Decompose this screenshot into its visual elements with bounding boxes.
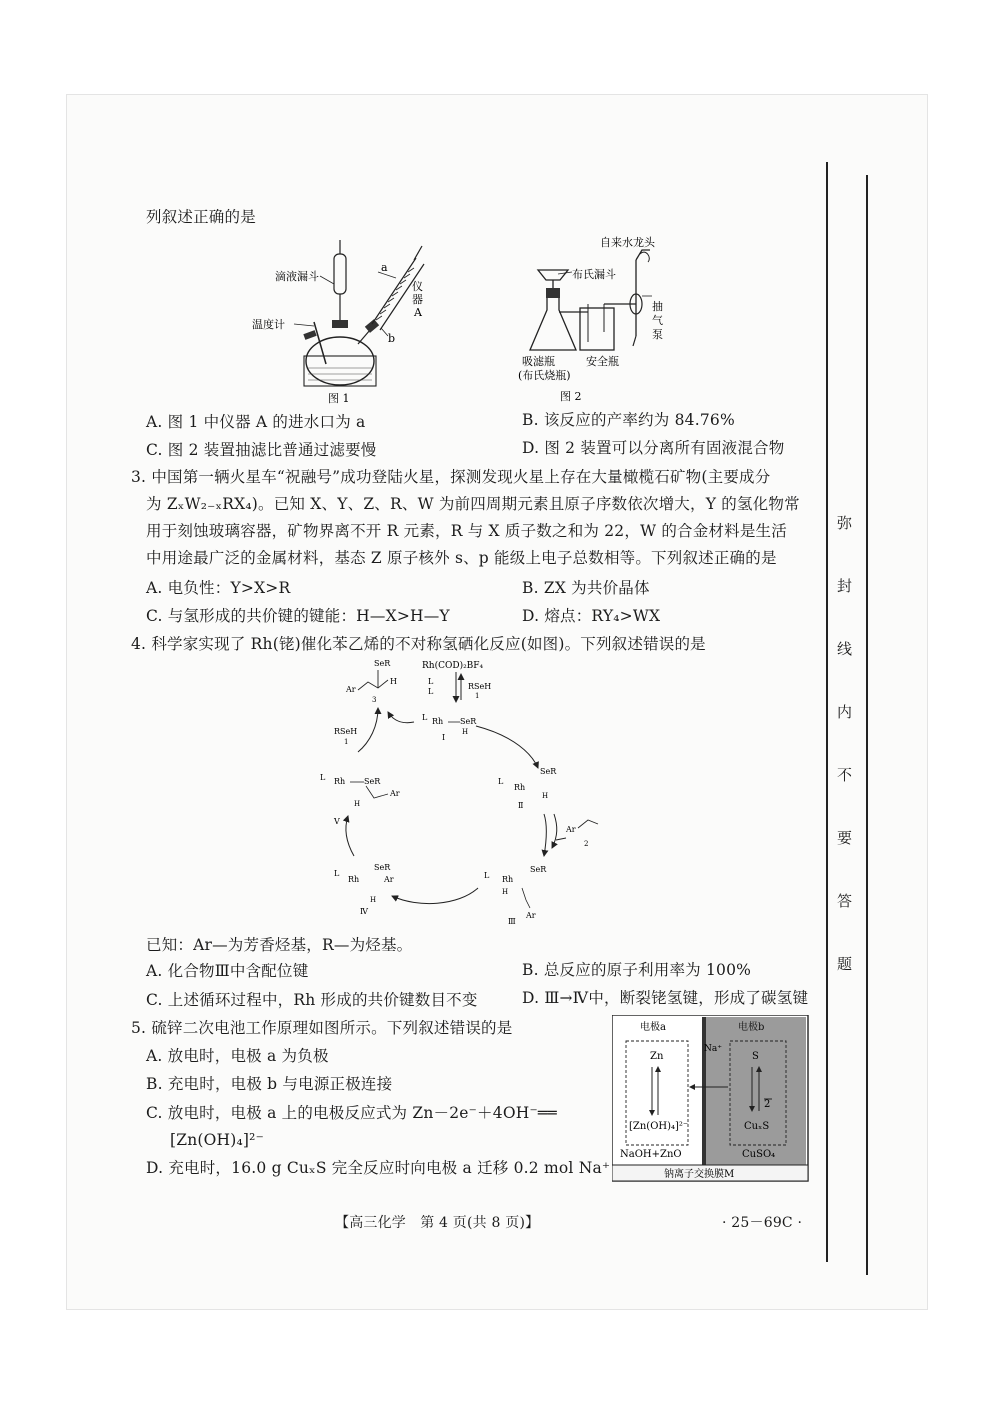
svg-text:Ar: Ar bbox=[390, 789, 400, 798]
q5-option-b: B. 充电时，电极 b 与电源正极连接 bbox=[146, 1075, 393, 1093]
svg-text:1: 1 bbox=[475, 692, 480, 700]
svg-text:Zn: Zn bbox=[650, 1051, 664, 1062]
electrolyte-right bbox=[704, 1017, 806, 1165]
svg-text:L: L bbox=[498, 777, 504, 786]
q3-stem-line-3: 用于刻蚀玻璃容器，矿物界离不开 R 元素，R 与 X 质子数之和为 22，W 的合金材料是生活 bbox=[146, 522, 787, 540]
q2-stem-tail: 列叙述正确的是 bbox=[146, 208, 256, 226]
svg-text:L: L bbox=[428, 677, 434, 686]
electrode-b-label: 电极b bbox=[738, 1022, 765, 1033]
svg-text:L: L bbox=[320, 773, 326, 782]
seal-char: 弥 bbox=[837, 514, 853, 532]
svg-text:SeR: SeR bbox=[530, 865, 547, 874]
q2-option-d: D. 图 2 装置可以分离所有固液混合物 bbox=[522, 439, 785, 457]
svg-text:H: H bbox=[354, 800, 361, 808]
svg-text:NaOH+ZnO: NaOH+ZnO bbox=[620, 1149, 682, 1160]
svg-text:SeR: SeR bbox=[540, 767, 557, 776]
q4-option-d: D. Ⅲ→Ⅳ中，断裂铑氢键，形成了碳氢键 bbox=[522, 989, 809, 1007]
svg-text:L: L bbox=[484, 871, 490, 880]
svg-text:H: H bbox=[390, 677, 397, 686]
fig1-port-a: a bbox=[381, 261, 388, 274]
svg-text:H: H bbox=[502, 888, 509, 896]
svg-text:H: H bbox=[462, 728, 469, 736]
q5-option-a: A. 放电时，电极 a 为负极 bbox=[146, 1047, 329, 1065]
svg-text:SeR: SeR bbox=[374, 659, 391, 668]
zinc-sulfur-cell-diagram bbox=[612, 1015, 810, 1183]
svg-text:Rh: Rh bbox=[514, 783, 526, 792]
svg-text:Rh: Rh bbox=[432, 717, 444, 726]
svg-text:Ⅲ: Ⅲ bbox=[508, 917, 516, 926]
svg-text:SeR: SeR bbox=[460, 717, 477, 726]
svg-text:V: V bbox=[334, 817, 340, 826]
fig2-safety-label: 安全瓶 bbox=[586, 355, 619, 368]
q3-stem-line-2: 为 ZₓW₂₋ₓRX₄)。已知 X、Y、Z、R、W 为前四周期元素且原子序数依次增大，Y 的氢化物常 bbox=[146, 495, 800, 513]
seal-line-inner bbox=[866, 175, 868, 1275]
fig2-tap-label: 自来水龙头 bbox=[600, 236, 655, 249]
svg-text:I: I bbox=[442, 733, 446, 742]
q2-option-c: C. 图 2 装置抽滤比普通过滤要慢 bbox=[146, 441, 377, 459]
q3-option-d: D. 熔点：RY₄>WX bbox=[522, 607, 661, 625]
svg-text:Ar: Ar bbox=[566, 825, 576, 834]
svg-text:L: L bbox=[422, 713, 428, 722]
membrane-label: 钠离子交换膜M bbox=[664, 1169, 735, 1180]
svg-text:Ar: Ar bbox=[526, 911, 536, 920]
q3-option-a: A. 电负性：Y>X>R bbox=[146, 579, 291, 597]
fig2-flask-alt-label: (布氏烧瓶) bbox=[518, 369, 571, 382]
product-number: 3 bbox=[372, 696, 377, 704]
q3-stem-line-4: 中用途最广泛的金属材料，基态 Z 原子核外 s、p 能级上电子总数相等。下列叙述正确的是 bbox=[146, 549, 777, 567]
svg-text:Ⅳ: Ⅳ bbox=[360, 907, 368, 916]
q5-option-d: D. 充电时，16.0 g CuₓS 完全反应时向电极 a 迁移 0.2 mol Na⁺ bbox=[146, 1159, 611, 1177]
svg-text:SeR: SeR bbox=[374, 863, 391, 872]
fig2-flask-label: 吸滤瓶 bbox=[522, 355, 555, 368]
svg-text:Rh: Rh bbox=[502, 875, 514, 884]
figure-1-apparatus bbox=[248, 236, 438, 404]
q4-option-b: B. 总反应的原子利用率为 100% bbox=[522, 961, 752, 979]
svg-text:Ar: Ar bbox=[346, 685, 356, 694]
svg-text:[Zn(OH)₄]²⁻: [Zn(OH)₄]²⁻ bbox=[629, 1121, 689, 1132]
svg-text:H: H bbox=[542, 792, 549, 800]
fig2-funnel-label: 布氏漏斗 bbox=[572, 268, 616, 281]
seal-char: 内 bbox=[837, 703, 853, 721]
q5-option-c-line-1: C. 放电时，电极 a 上的电极反应式为 Zn－2e⁻＋4OH⁻══ bbox=[146, 1104, 557, 1122]
fig1-funnel-label: 滴液漏斗 bbox=[275, 270, 319, 283]
q4-stem: 4. 科学家实现了 Rh(铑)催化苯乙烯的不对称氢硒化反应(如图)。下列叙述错误的是 bbox=[131, 635, 706, 653]
reagent-left: RSeH bbox=[334, 727, 358, 736]
page-footer-code: · 25－69C · bbox=[722, 1215, 803, 1231]
svg-text:2: 2 bbox=[764, 1099, 771, 1110]
q4-known: 已知：Ar—为芳香烃基，R—为烃基。 bbox=[146, 936, 413, 954]
svg-text:L: L bbox=[334, 869, 340, 878]
catalytic-cycle-diagram bbox=[318, 656, 618, 932]
svg-text:H: H bbox=[370, 896, 377, 904]
q4-option-a: A. 化合物Ⅲ中含配位键 bbox=[146, 962, 309, 980]
seal-char: 要 bbox=[837, 829, 853, 847]
fig1-thermometer-label: 温度计 bbox=[252, 318, 285, 331]
fig2-pump-label: 抽气泵 bbox=[652, 300, 663, 341]
page-footer-title: 【高三化学 第 4 页(共 8 页)】 bbox=[335, 1215, 540, 1231]
svg-text:CuSO₄: CuSO₄ bbox=[742, 1149, 776, 1160]
electrode-a-label: 电极a bbox=[640, 1022, 666, 1033]
q5-option-c-line-2: [Zn(OH)₄]²⁻ bbox=[170, 1131, 264, 1149]
svg-text:Ar: Ar bbox=[384, 875, 394, 884]
svg-text:1: 1 bbox=[344, 738, 349, 746]
q3-option-b: B. ZX 为共价晶体 bbox=[522, 579, 650, 597]
q2-option-a: A. 图 1 中仪器 A 的进水口为 a bbox=[146, 413, 366, 431]
figure-2-caption: 图 2 bbox=[560, 390, 582, 403]
seal-char: 答 bbox=[837, 892, 853, 910]
figure-1-caption: 图 1 bbox=[328, 392, 350, 404]
q3-stem-line-1: 3. 中国第一辆火星车“祝融号”成功登陆火星，探测发现火星上存在大量橄榄石矿物(主要成分 bbox=[131, 468, 771, 486]
svg-text:CuₓS: CuₓS bbox=[744, 1121, 770, 1132]
svg-text:L: L bbox=[428, 687, 434, 696]
seal-char: 题 bbox=[837, 955, 853, 973]
svg-text:Rh: Rh bbox=[334, 777, 346, 786]
catalyst-label: Rh(COD)₂BF₄ bbox=[422, 661, 484, 671]
svg-text:S: S bbox=[752, 1051, 759, 1062]
fig1-instrument-label: 仪器 A bbox=[412, 280, 423, 319]
seal-char: 不 bbox=[837, 766, 853, 784]
q2-option-b: B. 该反应的产率约为 84.76% bbox=[522, 411, 735, 429]
seal-char: 封 bbox=[837, 577, 853, 595]
svg-text:Ⅱ: Ⅱ bbox=[518, 801, 524, 810]
seal-line-outer bbox=[826, 162, 828, 1262]
figure-2-apparatus bbox=[516, 232, 706, 404]
fig1-port-b: b bbox=[388, 332, 396, 345]
q5-stem: 5. 硫锌二次电池工作原理如图所示。下列叙述错误的是 bbox=[131, 1019, 513, 1037]
svg-text:Rh: Rh bbox=[348, 875, 360, 884]
q4-option-c: C. 上述循环过程中，Rh 形成的共价键数目不变 bbox=[146, 991, 478, 1009]
reagent-top: RSeH bbox=[468, 682, 492, 691]
alkene-number: 2 bbox=[584, 840, 589, 848]
svg-text:SeR: SeR bbox=[364, 777, 381, 786]
q3-option-c: C. 与氢形成的共价键的键能：H—X>H—Y bbox=[146, 607, 450, 625]
svg-text:Na⁺: Na⁺ bbox=[704, 1044, 722, 1054]
seal-char: 线 bbox=[837, 640, 853, 658]
